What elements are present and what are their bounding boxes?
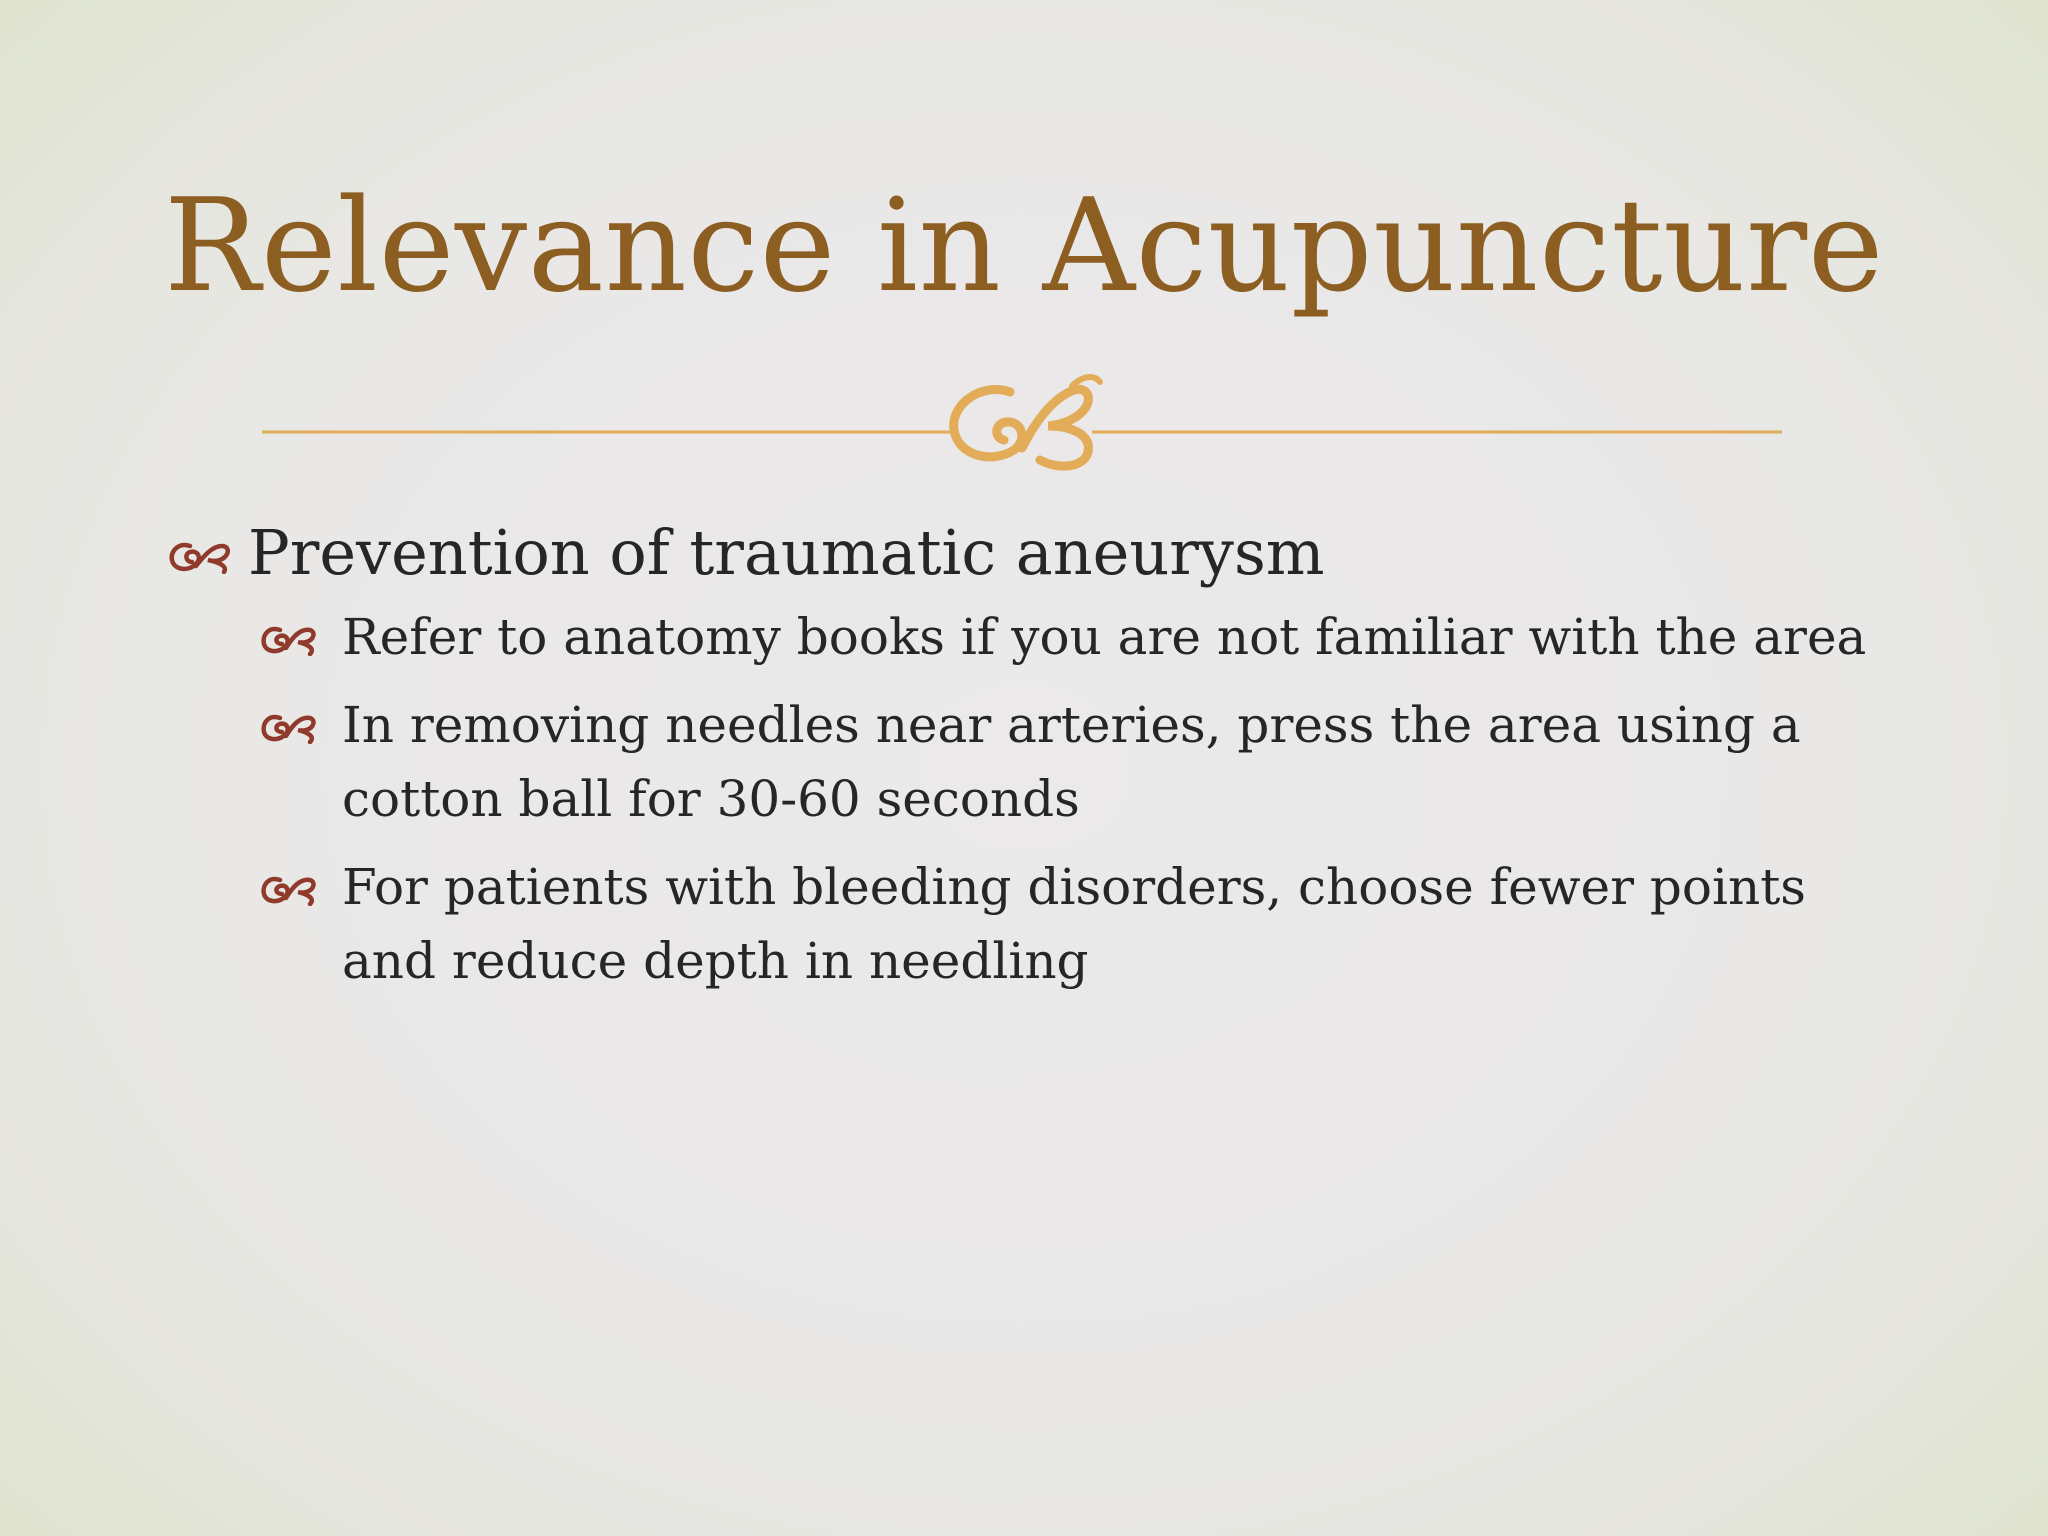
- bullet-text: Prevention of traumatic aneurysm: [248, 516, 1325, 589]
- sub-bullet-text: For patients with bleeding disorders, choose fewer points and reduce depth in needling: [342, 858, 1806, 990]
- sub-bullet: [342, 850, 1902, 998]
- flourish-ornament-icon: [954, 377, 1100, 466]
- sub-bullet-list: [160, 600, 1920, 998]
- bullet-flourish-icon: [168, 538, 232, 574]
- slide-title: Relevance in Acupuncture: [164, 172, 1884, 321]
- bullet-level1: [160, 512, 1920, 594]
- title-divider: [262, 364, 1782, 474]
- sub-bullet: [342, 688, 1902, 836]
- bullet-flourish-icon: [260, 710, 318, 744]
- slide-content: [160, 512, 1920, 1012]
- sub-bullet: [342, 600, 1902, 674]
- sub-bullet-text: Refer to anatomy books if you are not familiar with the area: [342, 608, 1867, 666]
- bullet-flourish-icon: [260, 622, 318, 656]
- bullet-flourish-icon: [260, 872, 318, 906]
- sub-bullet-text: In removing needles near arteries, press the area using a cotton ball for 30-60 seconds: [342, 696, 1801, 828]
